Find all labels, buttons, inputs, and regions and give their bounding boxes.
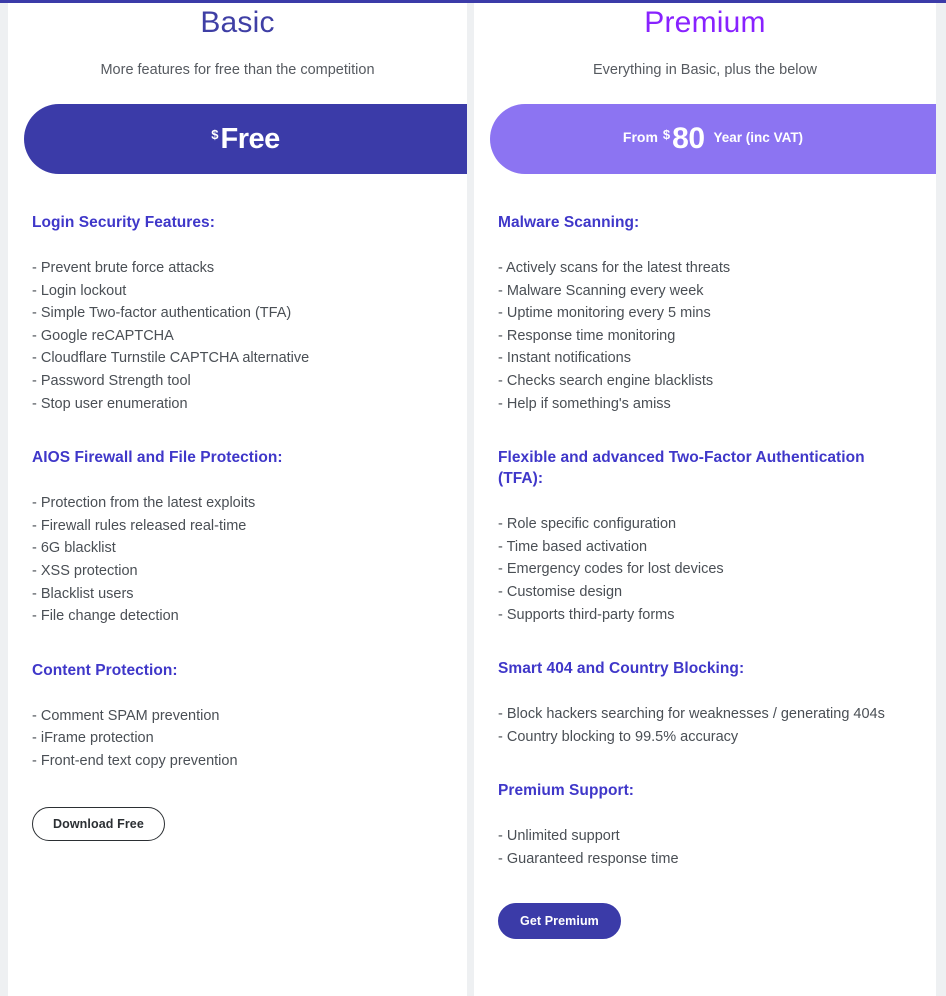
list-item: - Time based activation <box>498 538 648 555</box>
plan-card-basic <box>8 3 467 996</box>
price-display-premium <box>623 122 803 156</box>
list-item: - Actively scans for the latest threats <box>498 260 731 276</box>
feature-group-two-factor-auth <box>498 447 912 626</box>
plan-subtitle-premium: Everything in Basic, plus the below <box>592 62 818 78</box>
feature-group-aios-firewall <box>32 447 443 628</box>
list-item: - iFrame protection <box>32 730 154 747</box>
list-item: - Prevent brute force attacks <box>32 260 215 276</box>
list-item: - Emergency codes for lost devices <box>498 561 724 578</box>
plan-card-premium <box>474 3 936 996</box>
feature-items <box>498 703 912 748</box>
list-item: - Role specific configuration <box>498 516 677 533</box>
list-item: - Stop user enumeration <box>32 395 188 412</box>
feature-heading: AIOS Firewall and File Protection: <box>32 449 283 467</box>
list-item: - Comment SPAM prevention <box>32 707 220 724</box>
feature-group-content-protection <box>32 660 443 773</box>
list-item: - 6G blacklist <box>32 540 116 557</box>
feature-group-premium-support <box>498 780 912 870</box>
price-bar-premium <box>490 104 936 174</box>
feature-heading: Login Security Features: <box>32 214 215 231</box>
price-amount-premium: 80 <box>672 122 705 155</box>
download-free-button[interactable]: Download Free <box>32 807 165 841</box>
feature-heading: Malware Scanning: <box>498 214 640 231</box>
list-item: - Response time monitoring <box>498 327 676 344</box>
pricing-comparison <box>0 3 946 996</box>
plan-subtitle-basic: More features for free than the competition <box>100 62 375 78</box>
cta-row-basic <box>8 773 467 841</box>
feature-items <box>32 492 443 628</box>
price-display-basic <box>211 123 280 156</box>
list-item: - Instant notifications <box>498 350 631 367</box>
list-item: - Malware Scanning every week <box>498 282 704 299</box>
feature-items <box>498 513 912 626</box>
feature-group-malware-scanning <box>498 212 912 415</box>
list-item: - Help if something's amiss <box>498 395 671 412</box>
price-currency-premium: $ <box>662 127 671 142</box>
list-item: - Blacklist users <box>32 585 134 602</box>
get-premium-button[interactable]: Get Premium <box>498 903 621 939</box>
list-item: - File change detection <box>32 608 179 625</box>
feature-group-login-security <box>32 212 443 415</box>
plan-title-basic: Basic <box>200 6 275 39</box>
list-item: - Guaranteed response time <box>498 850 679 867</box>
list-item: - Supports third-party forms <box>498 606 675 623</box>
cta-row-premium <box>474 871 936 939</box>
feature-items <box>32 705 443 773</box>
list-item: - Cloudflare Turnstile CAPTCHA alternative <box>32 350 310 367</box>
feature-heading: Content Protection: <box>32 661 178 679</box>
list-item: - Login lockout <box>32 282 127 299</box>
list-item: - XSS protection <box>32 562 138 579</box>
list-item: - Front-end text copy prevention <box>32 752 238 769</box>
feature-items <box>32 257 443 415</box>
price-period-premium: Year (inc VAT) <box>713 130 804 145</box>
price-prefix-premium: From <box>622 129 658 145</box>
list-item: - Simple Two-factor authentication (TFA) <box>32 305 292 322</box>
price-currency-basic: $ <box>211 126 219 142</box>
plan-title-premium: Premium <box>644 6 766 39</box>
list-item: - Country blocking to 99.5% accuracy <box>498 728 739 745</box>
feature-group-smart-404 <box>498 658 912 748</box>
list-item: - Unlimited support <box>498 828 620 845</box>
list-item: - Block hackers searching for weaknesses / generating 404s <box>498 706 885 723</box>
list-item: - Firewall rules released real-time <box>32 517 247 534</box>
list-item: - Uptime monitoring every 5 mins <box>498 305 711 322</box>
feature-items <box>498 257 912 415</box>
list-item: - Google reCAPTCHA <box>32 327 174 344</box>
feature-heading: Premium Support: <box>498 782 635 800</box>
feature-list-basic <box>8 212 467 773</box>
price-bar-basic <box>24 104 467 174</box>
list-item: - Protection from the latest exploits <box>32 495 256 512</box>
price-amount-basic: Free <box>220 122 280 155</box>
feature-heading: Flexible and advanced Two-Factor Authentication (TFA): <box>498 449 865 488</box>
list-item: - Customise design <box>498 583 623 600</box>
feature-list-premium <box>474 212 936 871</box>
list-item: - Checks search engine blacklists <box>498 372 714 389</box>
feature-heading: Smart 404 and Country Blocking: <box>498 660 745 678</box>
list-item: - Password Strength tool <box>32 372 191 389</box>
feature-items <box>498 825 912 870</box>
